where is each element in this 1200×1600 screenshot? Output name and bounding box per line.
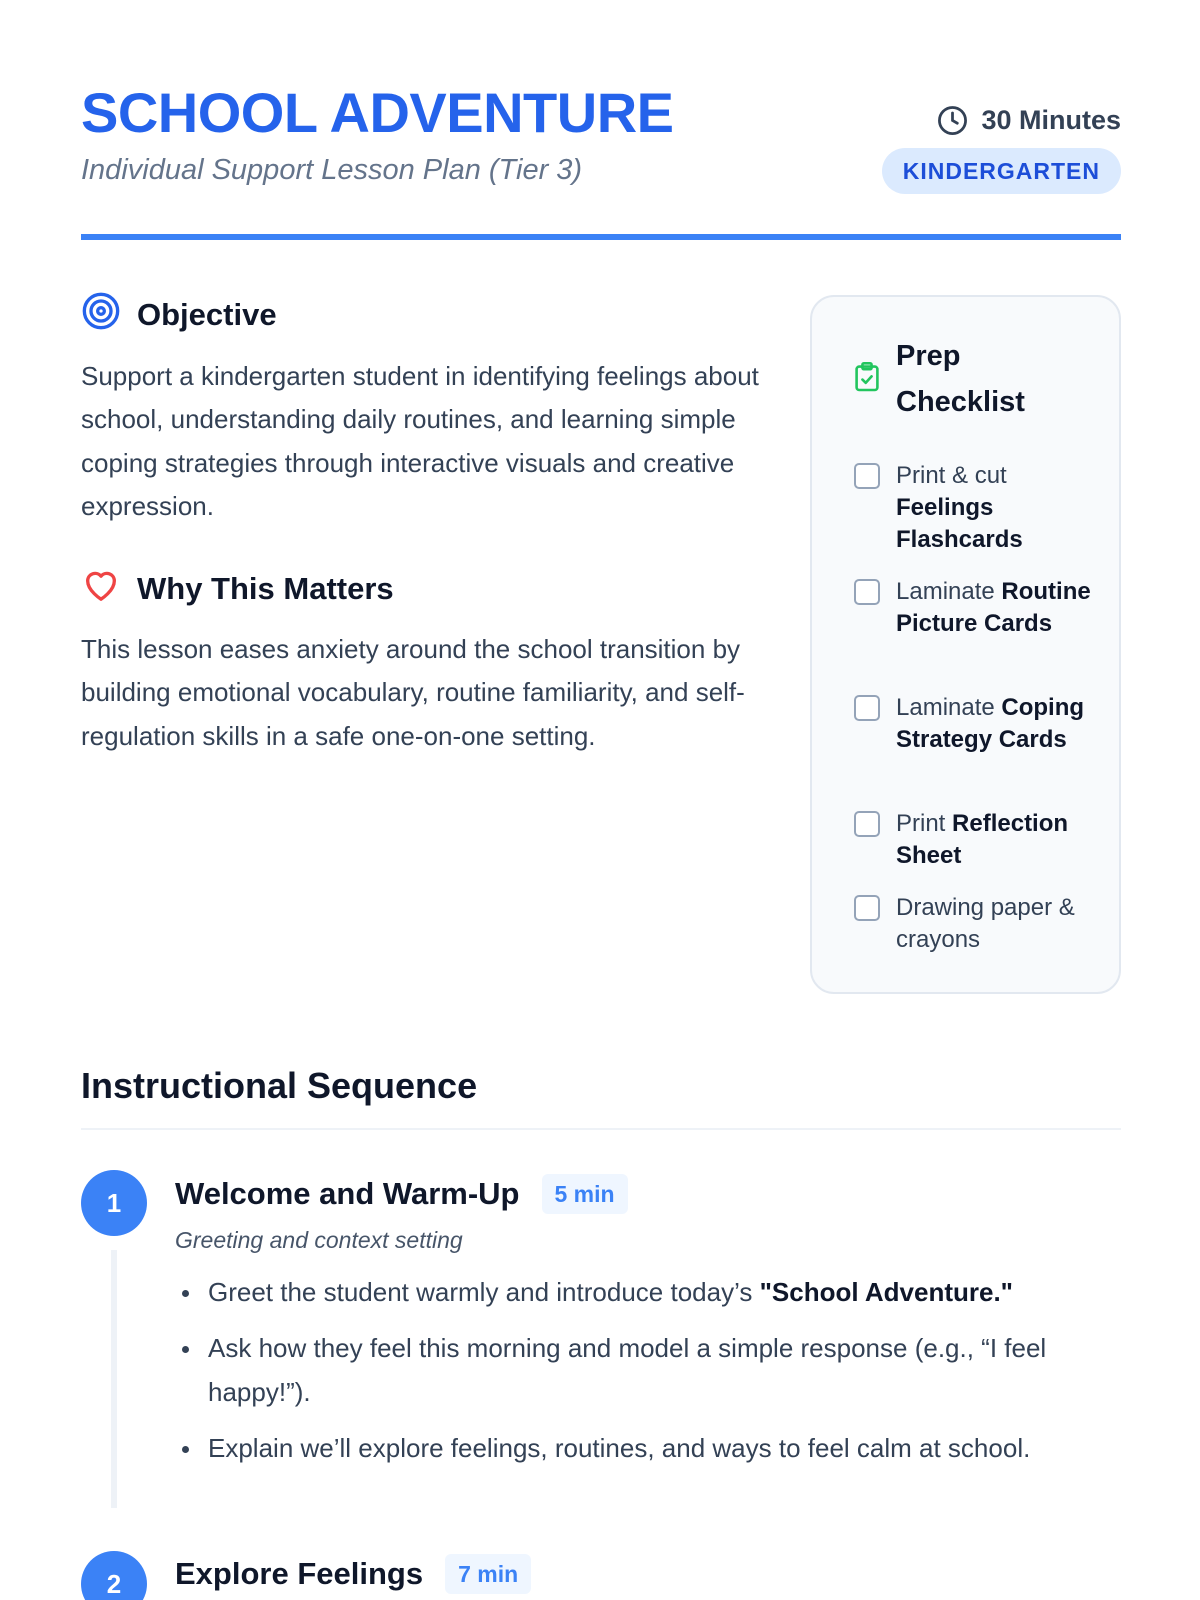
checklist-item[interactable]	[854, 576, 1094, 640]
checklist-item-text: Laminate Coping Strategy Cards	[896, 694, 1085, 753]
step-connector	[111, 1250, 117, 1508]
objective-text: Support a kindergarten student in identifying feelings about school, understanding daily routines, and learning simple coping strategies through interactive visuals and creative expression.	[81, 361, 759, 521]
list-item: Ask how they feel this morning and model a simple response (e.g., “I feel happy!”).	[175, 1327, 1115, 1414]
checklist-item[interactable]	[854, 892, 1094, 956]
step-subtitle: Greeting and context setting	[175, 1227, 463, 1253]
checklist-item-text: Print & cut Feelings Flashcards	[896, 462, 1023, 553]
list-item: Explain we’ll explore feelings, routines, and ways to feel calm at school.	[175, 1427, 1115, 1470]
lesson-header	[81, 80, 1121, 240]
checkbox[interactable]	[854, 695, 880, 721]
duration-text: 30 Minutes	[981, 104, 1121, 135]
checkbox[interactable]	[854, 463, 880, 489]
step-title	[175, 1173, 628, 1215]
sequence-divider	[81, 1128, 1121, 1130]
checkbox[interactable]	[854, 579, 880, 605]
checklist-item[interactable]	[854, 808, 1094, 872]
prep-checklist-card	[810, 295, 1121, 994]
sequence-heading: Instructional Sequence	[81, 1065, 478, 1106]
checklist-item[interactable]	[854, 692, 1094, 756]
objective-heading	[81, 292, 277, 338]
duration-label	[936, 102, 1121, 138]
checklist-heading-text: Prep Checklist	[896, 340, 1025, 418]
checklist-item[interactable]	[854, 460, 1094, 556]
step-title-text: Explore Feelings	[175, 1556, 424, 1591]
checklist-item-text: Drawing paper & crayons	[896, 894, 1075, 953]
checklist-item-text: Print Reflection Sheet	[896, 810, 1069, 869]
lesson-subtitle: Individual Support Lesson Plan (Tier 3)	[81, 154, 583, 186]
why-heading	[81, 566, 394, 612]
step-number: 1	[81, 1170, 147, 1236]
time-badge: 7 min	[445, 1554, 531, 1594]
step-number: 2	[81, 1551, 147, 1600]
grade-badge: KINDERGARTEN	[882, 148, 1121, 194]
target-icon	[81, 291, 121, 339]
checkbox[interactable]	[854, 895, 880, 921]
heart-icon	[81, 565, 121, 613]
checklist-item-text: Laminate Routine Picture Cards	[896, 578, 1091, 637]
objective-heading-text: Objective	[137, 297, 277, 332]
checkbox[interactable]	[854, 811, 880, 837]
step-bullet-list	[175, 1271, 1115, 1483]
step-title	[175, 1553, 531, 1595]
why-text: This lesson eases anxiety around the school transition by building emotional vocabulary, routine familiarity, and self-regulation skills in a safe one-on-one setting.	[81, 634, 745, 751]
why-heading-text: Why This Matters	[137, 571, 394, 606]
time-badge: 5 min	[542, 1174, 628, 1214]
checklist-heading	[854, 333, 1046, 425]
header-divider	[81, 234, 1121, 240]
step-title-text: Welcome and Warm-Up	[175, 1176, 520, 1211]
list-item: Greet the student warmly and introduce today’s "School Adventure."	[175, 1271, 1115, 1314]
clock-icon	[936, 104, 969, 137]
clipboard-check-icon	[854, 361, 880, 398]
lesson-title: SCHOOL ADVENTURE	[81, 81, 674, 144]
